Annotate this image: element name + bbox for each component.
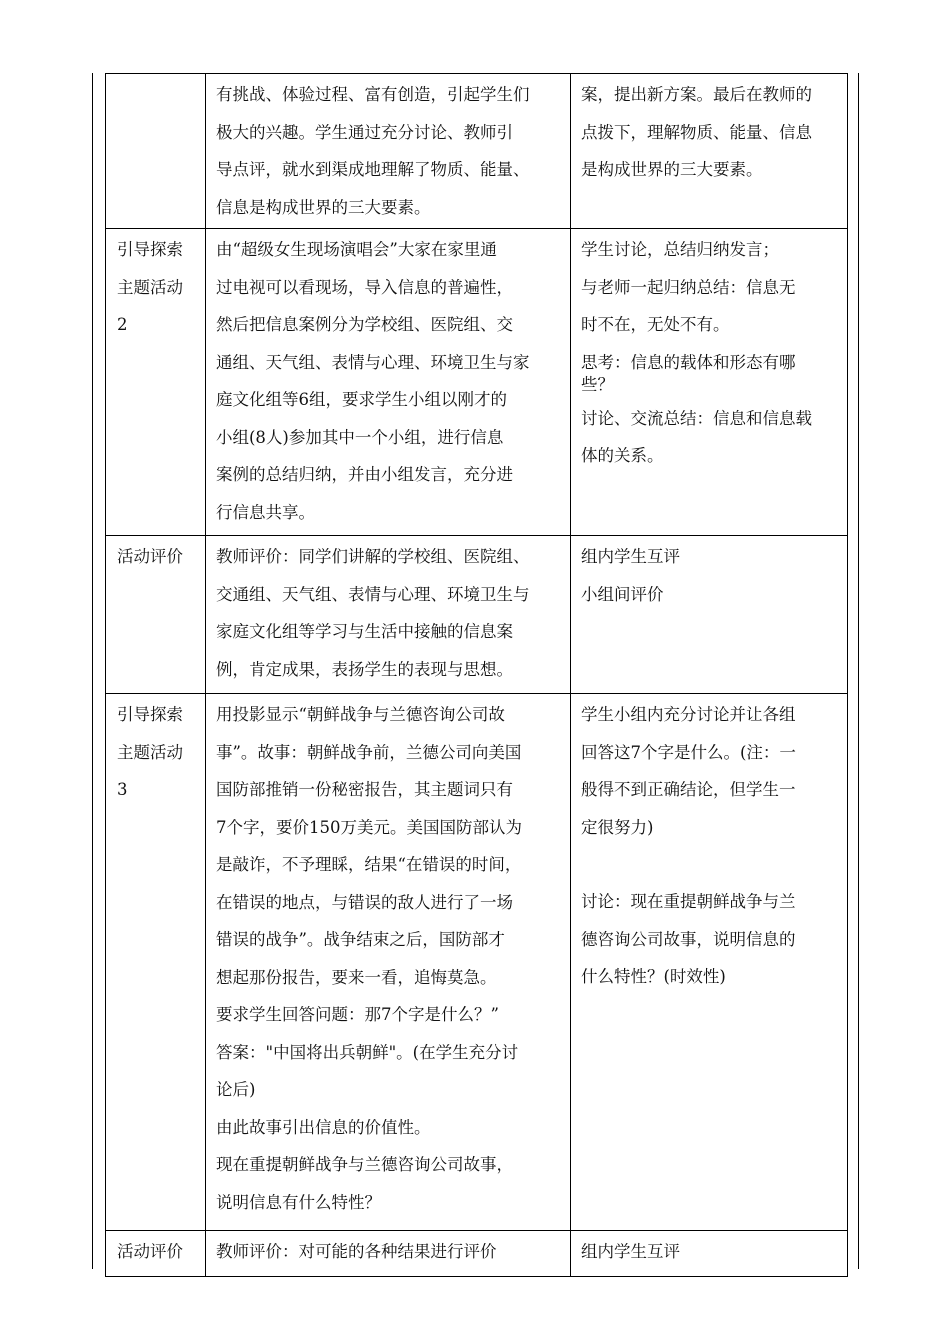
text-line: 教师评价：对可能的各种结果进行评价: [216, 1242, 497, 1261]
spacer: [581, 846, 839, 883]
text-line: 由此故事引出信息的价值性。: [216, 1117, 431, 1137]
student-activity-cell: [571, 229, 848, 536]
text-line: 定很努力): [581, 817, 654, 837]
text-line: 论后): [216, 1080, 256, 1099]
text-line: 信息是构成世界的三大要素。: [216, 197, 431, 217]
text-line: 由“超级女生现场演唱会”大家在家里通: [216, 240, 497, 259]
text-line: 导点评，就水到渠成地理解了物质、能量、: [216, 160, 530, 179]
text-line: 时不在，无处不有。: [581, 315, 730, 334]
row-label-cell: [106, 536, 206, 694]
student-activity-cell: [571, 74, 848, 229]
text-line: 点拨下，理解物质、能量、信息: [581, 122, 812, 142]
text-line: 通组、天气组、表情与心理、环境卫生与家: [216, 352, 530, 372]
text-line: 事”。故事：朝鲜战争前，兰德公司向美国: [216, 742, 522, 762]
text-line: 讨论、交流总结：信息和信息载: [581, 408, 812, 428]
row-label: 3: [117, 780, 128, 799]
text-line: 学生讨论，总结归纳发言；: [581, 240, 779, 259]
row-label-cell: [106, 229, 206, 536]
text-line: 是敲诈，不予理睬，结果“在错误的时间，: [216, 855, 522, 874]
row-label: 主题活动: [117, 277, 183, 297]
text-line: 教师评价：同学们讲解的学校组、医院组、: [216, 547, 530, 566]
row-label-cell: [106, 694, 206, 1231]
table-row: [106, 536, 848, 694]
student-activity-cell: [571, 694, 848, 1231]
text-line: 极大的兴趣。学生通过充分讨论、教师引: [216, 122, 513, 142]
text-line: 组内学生互评: [581, 1242, 680, 1261]
row-label-cell: [106, 1231, 206, 1277]
text-line: 要求学生回答问题：那7个字是什么？”: [216, 1005, 499, 1024]
text-line: 小组(8人)参加其中一个小组，进行信息: [216, 427, 504, 447]
text-line: 小组间评价: [581, 584, 664, 604]
text-line: 与老师一起归纳总结：信息无: [581, 277, 796, 297]
student-activity-cell: [571, 536, 848, 694]
table-row: [106, 74, 848, 229]
text-line: 家庭文化组等学习与生活中接触的信息案: [216, 622, 513, 641]
text-line: 回答这7个字是什么。(注：一: [581, 742, 796, 762]
lesson-plan-table: [105, 73, 848, 1277]
teacher-activity-cell: [206, 694, 571, 1231]
teacher-activity-cell: [206, 229, 571, 536]
row-label: 主题活动: [117, 742, 183, 762]
text-line: 学生小组内充分讨论并让各组: [581, 705, 796, 724]
text-line: 德咨询公司故事，说明信息的: [581, 929, 796, 949]
text-line: 交通组、天气组、表情与心理、环境卫生与: [216, 584, 530, 604]
text-line: 有挑战、体验过程、富有创造，引起学生们: [216, 85, 530, 104]
row-label-cell: [106, 74, 206, 229]
teacher-activity-cell: [206, 536, 571, 694]
text-line: 组内学生互评: [581, 547, 680, 566]
text-line: 过电视可以看现场，导入信息的普遍性，: [216, 277, 513, 297]
table-row: [106, 1231, 848, 1277]
text-line: 案例的总结归纳，并由小组发言，充分进: [216, 465, 513, 484]
teacher-activity-cell: [206, 74, 571, 229]
text-line: 庭文化组等6组，要求学生小组以刚才的: [216, 390, 507, 409]
text-line: 在错误的地点，与错误的敌人进行了一场: [216, 892, 513, 912]
text-line: 用投影显示“朝鲜战争与兰德咨询公司故: [216, 705, 505, 724]
row-label: 2: [117, 315, 128, 334]
text-line: 想起那份报告，要来一看，追悔莫急。: [216, 967, 497, 987]
table-row: [106, 694, 848, 1231]
text-line: 例，肯定成果，表扬学生的表现与思想。: [216, 659, 513, 679]
text-line: 些？: [581, 374, 614, 394]
student-activity-cell: [571, 1231, 848, 1277]
text-line: 案，提出新方案。最后在教师的: [581, 85, 812, 104]
table-row: [106, 229, 848, 536]
text-line: 错误的战争”。战争结束之后，国防部才: [216, 930, 505, 949]
row-label: 活动评价: [117, 1242, 183, 1261]
text-line: 什么特性？(时效性): [581, 967, 726, 986]
text-line: 说明信息有什么特性？: [216, 1192, 381, 1212]
text-line: 讨论：现在重提朝鲜战争与兰: [581, 892, 796, 911]
text-line: 国防部推销一份秘密报告，其主题词只有: [216, 780, 513, 799]
row-label: 引导探索: [117, 705, 183, 724]
row-label: 引导探索: [117, 240, 183, 259]
text-line: 思考：信息的载体和形态有哪: [581, 352, 796, 372]
text-line: 然后把信息案例分为学校组、医院组、交: [216, 315, 513, 334]
text-line: 现在重提朝鲜战争与兰德咨询公司故事，: [216, 1155, 513, 1174]
text-line: 答案："中国将出兵朝鲜"。(在学生充分讨: [216, 1042, 519, 1062]
text-line: 体的关系。: [581, 446, 664, 465]
teacher-activity-cell: [206, 1231, 571, 1277]
text-line: 7个字，要价150万美元。美国国防部认为: [216, 817, 522, 837]
text-line: 行信息共享。: [216, 502, 315, 522]
text-line: 是构成世界的三大要素。: [581, 160, 763, 179]
row-label: 活动评价: [117, 547, 183, 566]
text-line: 般得不到正确结论，但学生一: [581, 780, 796, 799]
